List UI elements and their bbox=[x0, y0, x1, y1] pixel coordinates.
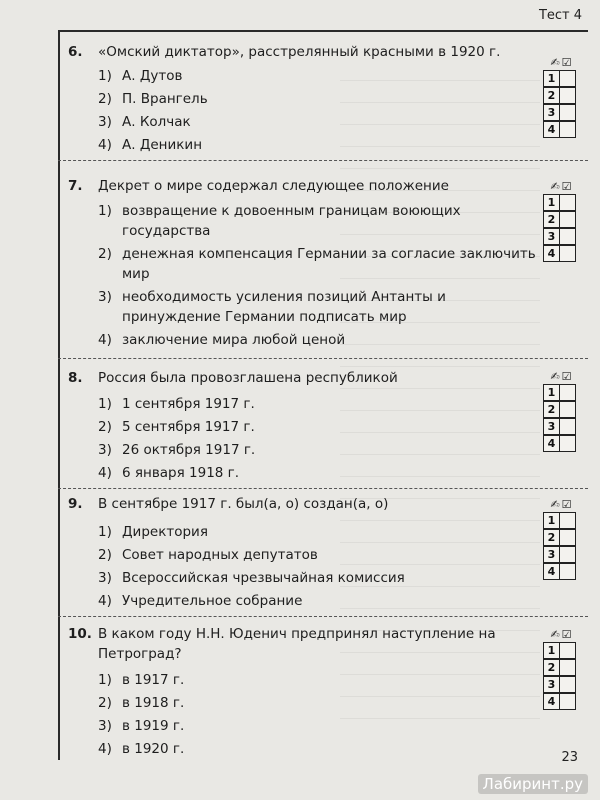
answer-grid-10: ✍☑ 1 2 3 4 bbox=[543, 628, 581, 710]
answer-checkbox[interactable] bbox=[560, 642, 576, 659]
question-10: 10. В каком году Н.Н. Юденич предпринял наступление на Петроград? 1) в 1917 г. 2) в 1918 г. 3) в 1919 г. 4) в 1920 г. bbox=[68, 624, 538, 759]
option[interactable]: 3) Всероссийская чрезвычайная комиссия bbox=[98, 570, 405, 586]
question-6 bbox=[68, 42, 538, 155]
pencil-check-icon: ✍☑ bbox=[550, 56, 574, 69]
answer-checkbox[interactable] bbox=[560, 104, 576, 121]
option[interactable]: 4) А. Деникин bbox=[98, 137, 203, 153]
answer-grid-8: ✍☑ 1 2 3 4 bbox=[543, 370, 581, 452]
answer-checkbox[interactable] bbox=[560, 211, 576, 228]
frame-top-line bbox=[58, 30, 588, 32]
answer-checkbox[interactable] bbox=[560, 384, 576, 401]
option[interactable]: 1) Директория bbox=[98, 524, 208, 540]
option[interactable]: 3) необходимость усиления позиций Антанты и принуждение Германии подписать мир bbox=[98, 289, 446, 325]
option[interactable]: 3) 26 октября 1917 г. bbox=[98, 442, 256, 458]
answer-grid-7: ✍☑ 1 2 3 4 bbox=[543, 180, 581, 262]
option[interactable]: 3) А. Колчак bbox=[98, 114, 191, 130]
divider bbox=[58, 616, 588, 617]
option[interactable]: 4) 6 января 1918 г. bbox=[98, 465, 240, 481]
option[interactable]: 1) А. Дутов bbox=[98, 68, 183, 84]
option[interactable]: 1) в 1917 г. bbox=[98, 672, 185, 688]
answer-checkbox[interactable] bbox=[560, 87, 576, 104]
question-7: 7. Декрет о мире содержал следующее положение 1) возвращение к довоенным границам воюющих государства 2) денежная компенсация Германии за согласие заключить мир 3) необходимость усиления позиций Антанты и принуждение Германии подписать мир 4) заключение мира любой ценой bbox=[68, 176, 538, 350]
divider bbox=[58, 488, 588, 489]
divider bbox=[58, 358, 588, 359]
answer-checkbox[interactable] bbox=[560, 418, 576, 435]
watermark: Лабиринт.ру bbox=[478, 774, 588, 794]
answer-checkbox[interactable] bbox=[560, 546, 576, 563]
answer-grid-6: ✍☑ 1 2 3 4 bbox=[543, 56, 581, 138]
option[interactable]: 2) 5 сентября 1917 г. bbox=[98, 419, 255, 435]
option[interactable]: 2) в 1918 г. bbox=[98, 695, 185, 711]
answer-checkbox[interactable] bbox=[560, 435, 576, 452]
answer-checkbox[interactable] bbox=[560, 563, 576, 580]
question-9: 9. В сентябре 1917 г. был(а, о) создан(а, о) 1) Директория 2) Совет народных депутатов 3) Всероссийская чрезвычайная комиссия 4) Учредительное собрание bbox=[68, 494, 538, 611]
answer-checkbox[interactable] bbox=[560, 512, 576, 529]
answer-checkbox[interactable] bbox=[560, 70, 576, 87]
option[interactable]: 2) П. Врангель bbox=[98, 91, 208, 107]
answer-checkbox[interactable] bbox=[560, 401, 576, 418]
answer-checkbox[interactable] bbox=[560, 194, 576, 211]
test-label: Тест 4 bbox=[538, 8, 582, 23]
option[interactable]: 1) возвращение к довоенным границам воюющих государства bbox=[98, 203, 461, 239]
option[interactable]: 4) заключение мира любой ценой bbox=[98, 332, 346, 348]
option[interactable]: 2) денежная компенсация Германии за согласие заключить мир bbox=[98, 246, 536, 282]
page-number: 23 bbox=[561, 750, 578, 765]
option[interactable]: 3) в 1919 г. bbox=[98, 718, 185, 734]
answer-checkbox[interactable] bbox=[560, 529, 576, 546]
option[interactable]: 1) 1 сентября 1917 г. bbox=[98, 396, 255, 412]
answer-checkbox[interactable] bbox=[560, 228, 576, 245]
question-text: «Омский диктатор», расстрелянный красными в 1920 г. bbox=[98, 44, 501, 60]
frame-left-line bbox=[58, 30, 60, 760]
divider bbox=[58, 160, 588, 161]
option[interactable]: 4) Учредительное собрание bbox=[98, 593, 303, 609]
answer-checkbox[interactable] bbox=[560, 245, 576, 262]
option[interactable]: 4) в 1920 г. bbox=[98, 741, 185, 757]
answer-checkbox[interactable] bbox=[560, 693, 576, 710]
option[interactable]: 2) Совет народных депутатов bbox=[98, 547, 318, 563]
question-8: 8. Россия была провозглашена республикой 1) 1 сентября 1917 г. 2) 5 сентября 1917 г. 3) 26 октября 1917 г. 4) 6 января 1918 г. bbox=[68, 368, 538, 483]
answer-checkbox[interactable] bbox=[560, 121, 576, 138]
answer-checkbox[interactable] bbox=[560, 676, 576, 693]
answer-grid-9: ✍☑ 1 2 3 4 bbox=[543, 498, 581, 580]
answer-checkbox[interactable] bbox=[560, 659, 576, 676]
question-number: 6. bbox=[68, 44, 83, 60]
